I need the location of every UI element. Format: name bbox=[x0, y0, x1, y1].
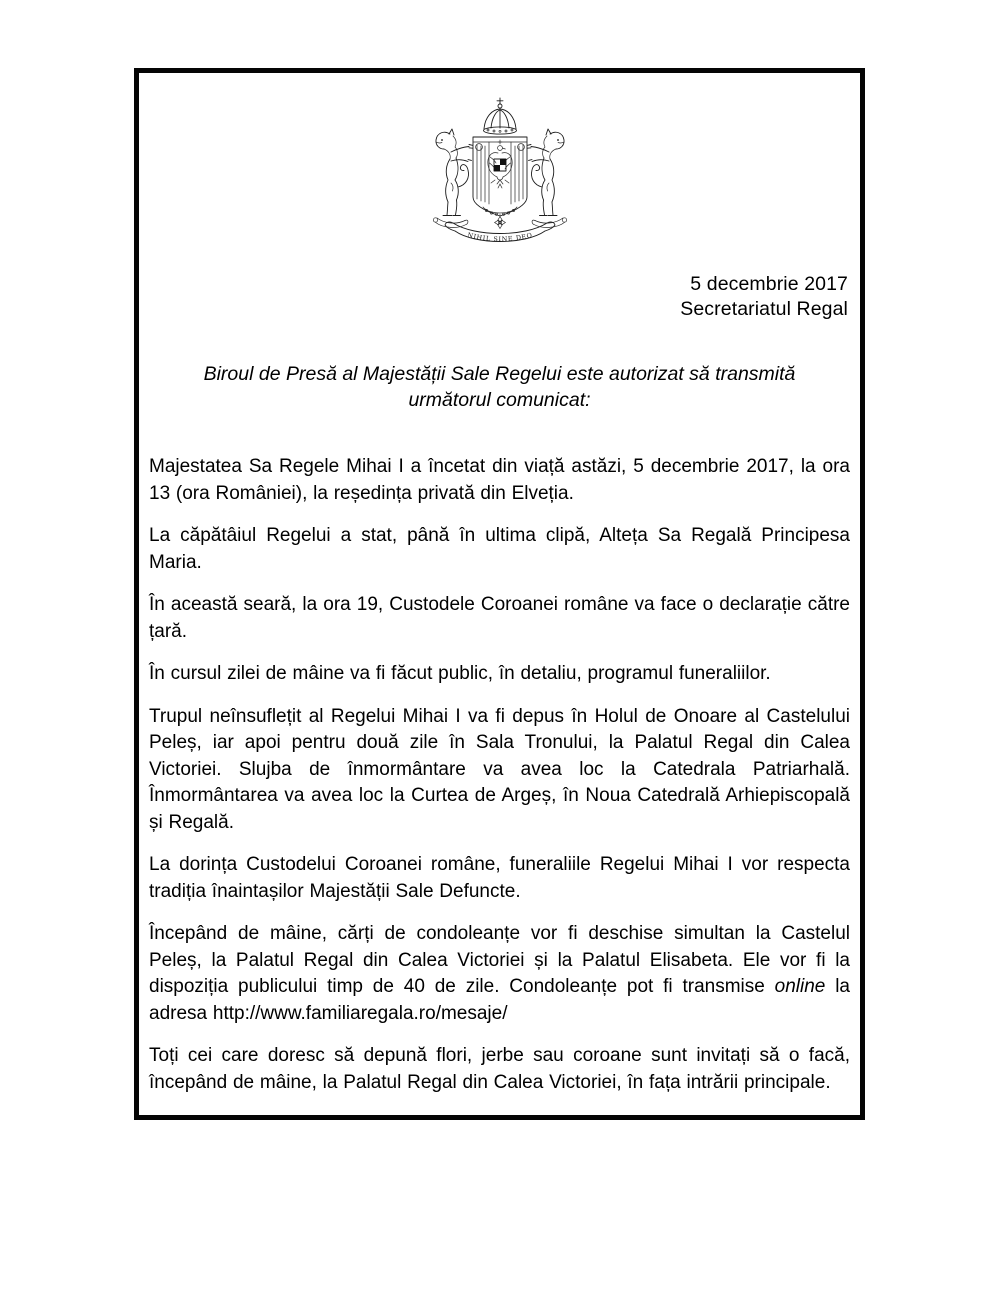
paragraph-funeral-program bbox=[149, 661, 850, 688]
paragraph-text: Toți cei care doresc să depună flori, jerbe sau coroane sunt invitați să o facă, începând de mâine, la Palatul Regal din Calea Victoriei, în fața intrării principale. bbox=[149, 1045, 850, 1093]
paragraph-condolence-books bbox=[149, 921, 850, 1027]
royal-coat-of-arms-icon bbox=[425, 95, 575, 247]
lion-supporter bbox=[433, 129, 472, 227]
paragraph-text: Majestatea Sa Regele Mihai I a încetat din viață astăzi, 5 decembrie 2017, la ora 13 (ora României), la reședința privată din Elveția. bbox=[149, 456, 850, 504]
communique-body bbox=[149, 454, 850, 1096]
paragraph-text: În această seară, la ora 19, Custodele Coroanei române va face o declarație către țară. bbox=[149, 594, 850, 642]
paragraph-text: Trupul neînsuflețit al Regelui Mihai I va fi depus în Holul de Onoare al Castelului Peleș, iar apoi pentru două zile în Sala Tronului, la Palatul Regal din Calea Victoriei. Slujba de înmormântare va avea loc la Catedrala Patriarhală. Înmormântarea va avea loc la Curtea de Argeș, în Noua Catedrală Arhiepiscopală și Regală. bbox=[149, 705, 850, 833]
paragraph-text: La căpătâiul Regelui a stat, până în ultima clipă, Alteța Sa Regală Principesa Maria. bbox=[149, 525, 850, 573]
online-word: online bbox=[774, 976, 826, 997]
paragraph-princess-maria bbox=[149, 523, 850, 576]
document-issuer: Secretariatul Regal bbox=[680, 297, 848, 320]
paragraph-text: Începând de mâine, cărți de condoleanțe vor fi deschise simultan la Castelul Peleș, la Palatul Regal din Calea Victoriei și la Palatul Elisabeta. Ele vor fi la dispoziția publicului timp de 40 de zile. Condoleanțe pot fi transmise bbox=[149, 923, 850, 997]
paragraph-flowers-invitation bbox=[149, 1043, 850, 1096]
paragraph-text: În cursul zilei de mâine va fi făcut public, în detaliu, programul funeraliilor. bbox=[149, 663, 771, 684]
authorization-notice: Biroul de Presă al Majestății Sale Regelui este autorizat să transmită următorul comunicat: bbox=[203, 363, 796, 411]
paragraph-tradition bbox=[149, 852, 850, 905]
paragraph-text: La dorința Custodelui Coroanei române, funeraliile Regelui Mihai I vor respecta tradiția înaintașilor Majestății Sale Defuncte. bbox=[149, 854, 850, 902]
motto-text: NIHIL SINE DEO bbox=[465, 230, 534, 244]
paragraph-custodian-declaration bbox=[149, 592, 850, 645]
paragraph-lying-in-state bbox=[149, 704, 850, 837]
condolence-url: http://www.familiaregala.ro/mesaje/ bbox=[212, 1002, 508, 1024]
document-date: 5 decembrie 2017 bbox=[690, 273, 848, 295]
header-block bbox=[149, 272, 850, 321]
press-release-document bbox=[134, 68, 865, 1120]
paragraph-text: la adresa bbox=[149, 976, 850, 1024]
paragraph-death-announcement bbox=[149, 454, 850, 507]
